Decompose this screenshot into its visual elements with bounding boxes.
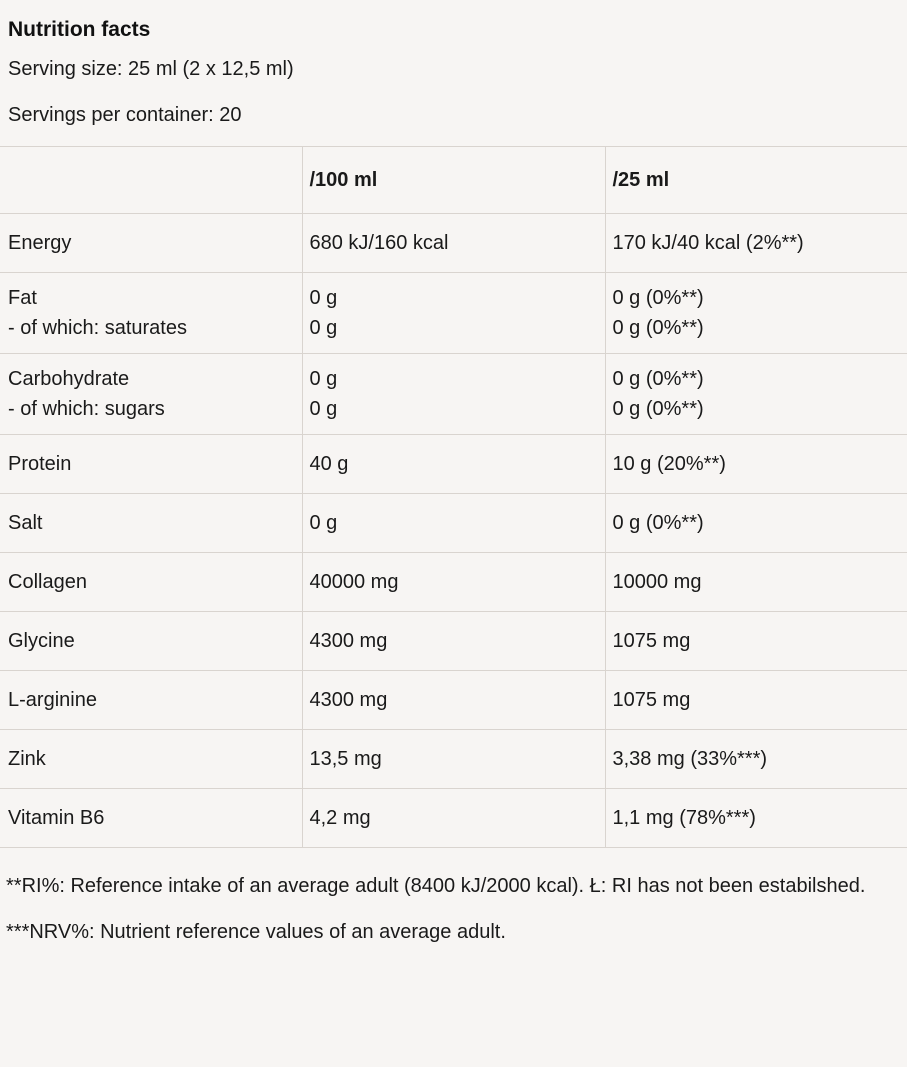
table-row [0,553,907,612]
row-value-per-100ml: 680 kJ/160 kcal [302,214,605,273]
row-value-per-100ml: 40000 mg [302,553,605,612]
row-value-per-100ml-group [302,354,605,435]
row-sublabel: - of which: saturates [8,317,187,339]
row-subvalue-per-25ml: 0 g (0%**) [612,398,704,420]
row-label-group [0,273,302,354]
table-row [0,789,907,848]
table-row [0,435,907,494]
table-row [0,730,907,789]
row-value-per-100ml: 40 g [302,435,605,494]
row-label: Salt [0,494,302,553]
row-value-per-100ml: 4300 mg [302,671,605,730]
row-value-per-25ml: 1075 mg [605,671,907,730]
table-row [0,612,907,671]
row-value-per-25ml: 1075 mg [605,612,907,671]
row-subvalue-per-100ml: 0 g [309,398,338,420]
row-label: Fat [8,287,37,309]
row-label: Carbohydrate [8,368,130,390]
row-subvalue-per-100ml: 0 g [309,317,338,339]
footnote-nrv: ***NRV%: Nutrient reference values of an average adult. [6,921,506,943]
column-header-nutrient [0,147,302,214]
row-label: Glycine [0,612,302,671]
row-label: Protein [0,435,302,494]
row-sublabel: - of which: sugars [8,398,165,420]
column-header-per-100ml: /100 ml [302,147,605,214]
row-value-per-25ml: 1,1 mg (78%***) [605,789,907,848]
row-label: L-arginine [0,671,302,730]
row-value-per-100ml: 0 g [302,494,605,553]
table-row [0,494,907,553]
nutrition-table [0,146,907,848]
table-header-row [0,147,907,214]
row-value-per-25ml: 170 kJ/40 kcal (2%**) [605,214,907,273]
row-value-per-25ml: 0 g (0%**) [612,368,704,390]
footnotes [0,848,907,964]
row-value-per-100ml: 13,5 mg [302,730,605,789]
servings-per-container-line: Servings per container: 20 [8,104,242,126]
table-row [0,671,907,730]
row-subvalue-per-25ml: 0 g (0%**) [612,317,704,339]
row-value-per-25ml: 10000 mg [605,553,907,612]
table-row [0,273,907,354]
row-value-per-25ml: 10 g (20%**) [605,435,907,494]
row-value-per-25ml-group [605,273,907,354]
footnote-ri: **RI%: Reference intake of an average adult (8400 kJ/2000 kcal). Ł: RI has not been estabilshed. [6,875,866,897]
serving-size-line: Serving size: 25 ml (2 x 12,5 ml) [8,58,294,80]
table-row [0,214,907,273]
row-value-per-25ml: 3,38 mg (33%***) [605,730,907,789]
row-value-per-100ml: 0 g [309,368,338,390]
row-label-group [0,354,302,435]
row-value-per-25ml-group [605,354,907,435]
row-value-per-100ml: 4300 mg [302,612,605,671]
row-value-per-100ml: 0 g [309,287,338,309]
row-value-per-100ml-group [302,273,605,354]
column-header-per-25ml: /25 ml [605,147,907,214]
row-label: Zink [0,730,302,789]
row-label: Collagen [0,553,302,612]
row-value-per-25ml: 0 g (0%**) [612,287,704,309]
row-value-per-25ml: 0 g (0%**) [605,494,907,553]
page-title: Nutrition facts [8,18,151,41]
row-label: Energy [0,214,302,273]
table-row [0,354,907,435]
row-value-per-100ml: 4,2 mg [302,789,605,848]
row-label: Vitamin B6 [0,789,302,848]
